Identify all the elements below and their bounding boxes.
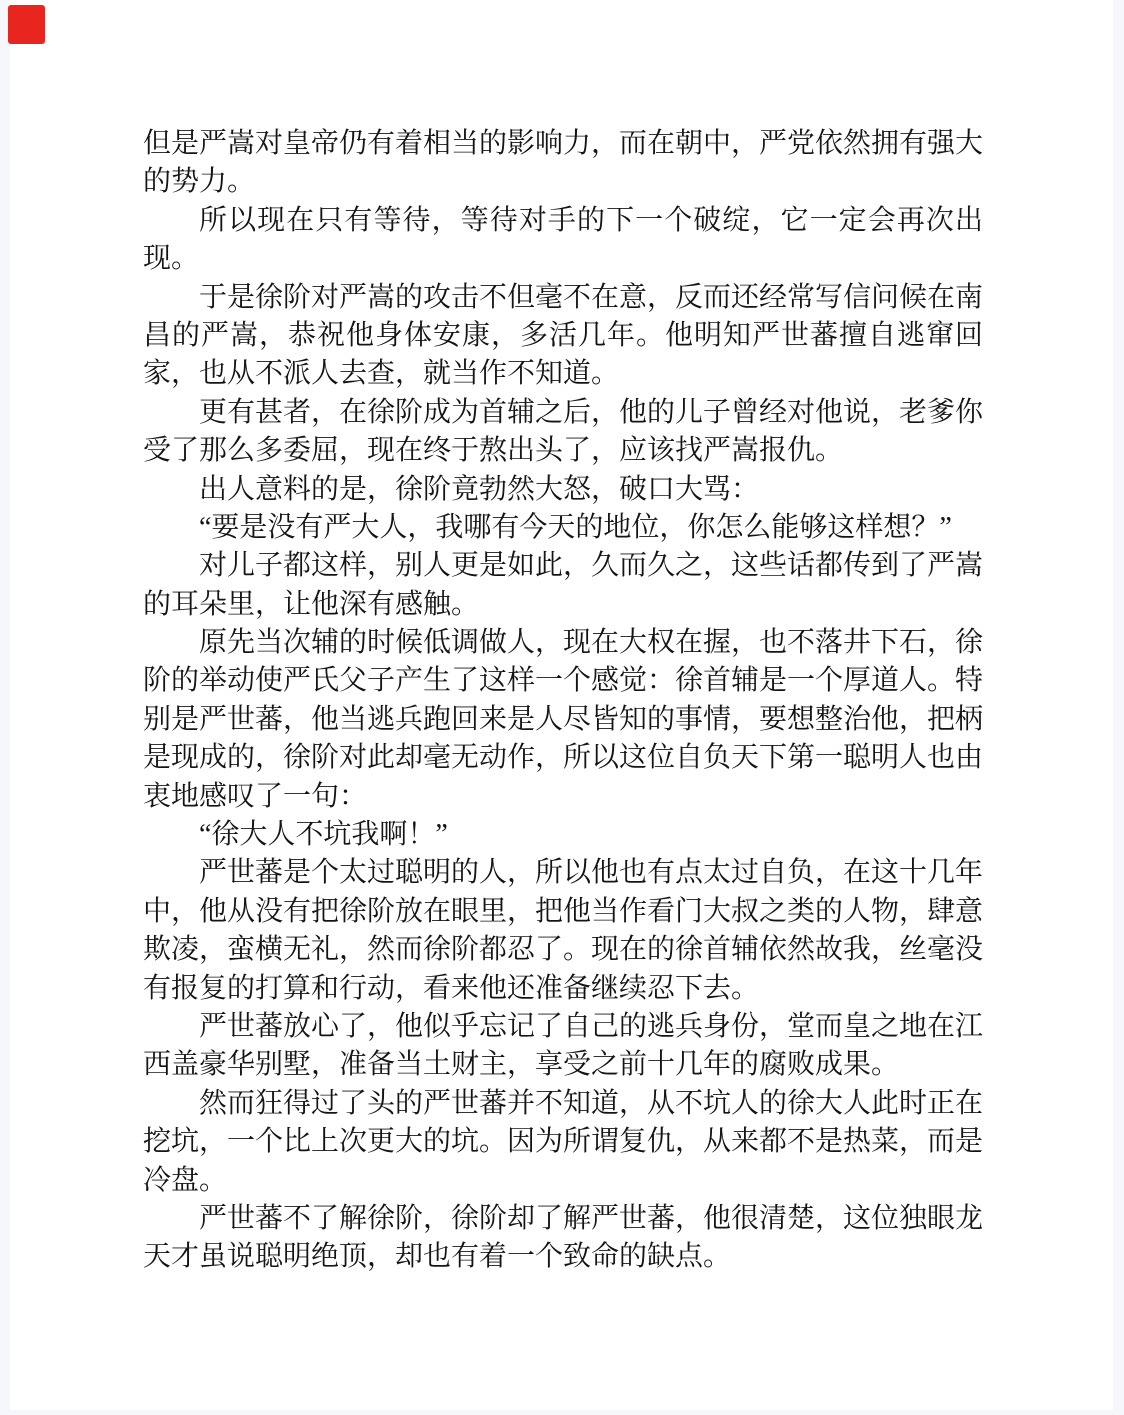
text-line: 所以现在只有等待，等待对手的下一个破绽，它一定会再次出 xyxy=(199,204,983,236)
text-line: 中，他从没有把徐阶放在眼里，把他当作看门大叔之类的人物，肆意 xyxy=(143,895,984,927)
text-line: 昌的严嵩，恭祝他身体安康，多活几年。他明知严世蕃擅自逃窜回 xyxy=(143,319,983,351)
text-line: 严世蕃是个太过聪明的人，所以他也有点太过自负，在这十几年 xyxy=(199,857,984,889)
text-line: 对儿子都这样，别人更是如此，久而久之，这些话都传到了严嵩 xyxy=(199,550,984,582)
text-line: 严世蕃不了解徐阶，徐阶却了解严世蕃，他很清楚，这位独眼龙 xyxy=(199,1202,984,1234)
text-line: 现。 xyxy=(143,243,200,275)
text-line: 挖坑，一个比上次更大的坑。因为所谓复仇，从来都不是热菜，而是 xyxy=(143,1126,984,1158)
text-line: 出人意料的是，徐阶竟勃然大怒，破口大骂： xyxy=(199,473,760,505)
text-line: 衷地感叹了一句： xyxy=(143,780,368,812)
text-line: 然而狂得过了头的严世蕃并不知道，从不坑人的徐大人此时正在 xyxy=(199,1087,984,1119)
text-line: 冷盘。 xyxy=(143,1164,228,1196)
red-corner-stamp xyxy=(8,5,45,44)
text-line: 有报复的打算和行动，看来他还准备继续忍下去。 xyxy=(143,972,760,1004)
text-line: 阶的举动使严氏父子产生了这样一个感觉：徐首辅是一个厚道人。特 xyxy=(143,665,984,697)
text-line: “要是没有严大人，我哪有今天的地位，你怎么能够这样想？” xyxy=(199,511,952,543)
page-text-content xyxy=(143,125,983,1277)
text-line: “徐大人不坑我啊！” xyxy=(199,819,448,851)
text-line: 天才虽说聪明绝顶，却也有着一个致命的缺点。 xyxy=(143,1241,732,1273)
text-line: 是现成的，徐阶对此却毫无动作，所以这位自负天下第一聪明人也由 xyxy=(143,742,984,774)
text-line: 的势力。 xyxy=(143,166,256,198)
text-line: 严世蕃放心了，他似乎忘记了自己的逃兵身份，堂而皇之地在江 xyxy=(199,1010,984,1042)
text-line: 但是严嵩对皇帝仍有着相当的影响力，而在朝中，严党依然拥有强大 xyxy=(143,128,984,159)
text-line: 更有甚者，在徐阶成为首辅之后，他的儿子曾经对他说，老爹你 xyxy=(199,396,984,428)
text-line: 原先当次辅的时候低调做人，现在大权在握，也不落井下石，徐 xyxy=(199,627,984,659)
text-line: 西盖豪华别墅，准备当土财主，享受之前十几年的腐败成果。 xyxy=(143,1049,900,1081)
text-line: 受了那么多委屈，现在终于熬出头了，应该找严嵩报仇。 xyxy=(143,435,844,467)
text-line: 欺凌，蛮横无礼，然而徐阶都忍了。现在的徐首辅依然故我，丝毫没 xyxy=(143,934,984,966)
text-line: 别是严世蕃，他当逃兵跑回来是人尽皆知的事情，要想整治他，把柄 xyxy=(143,703,984,735)
text-line: 的耳朵里，让他深有感触。 xyxy=(143,588,480,620)
text-line: 于是徐阶对严嵩的攻击不但毫不在意，反而还经常写信问候在南 xyxy=(199,281,984,313)
text-line: 家，也从不派人去查，就当作不知道。 xyxy=(143,358,620,390)
